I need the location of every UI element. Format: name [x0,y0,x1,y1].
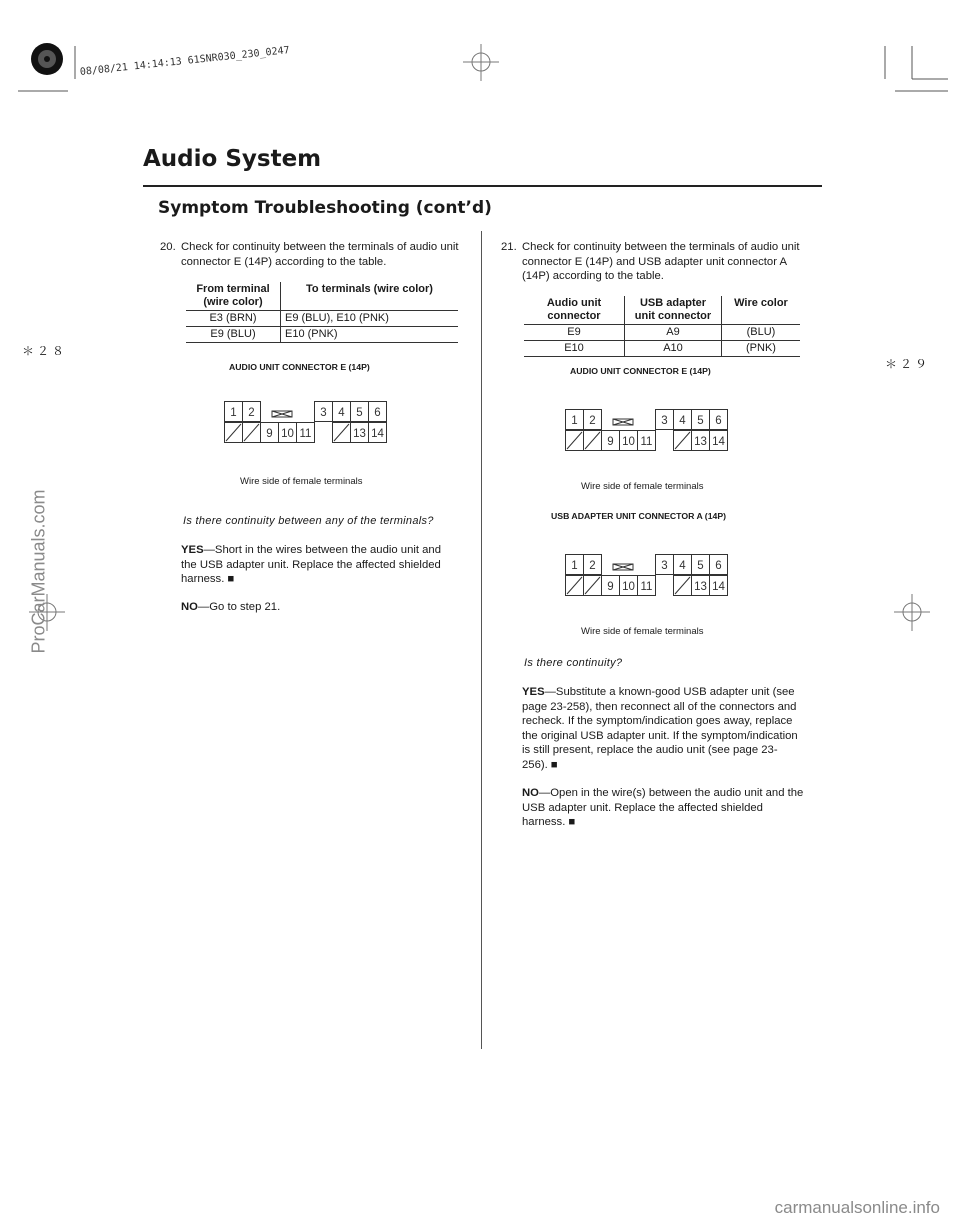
connector-lock-tab [613,564,633,570]
pin-label-t0: 1 [571,415,578,427]
end-square-icon: ■ [227,573,235,585]
table-cell: E3 (BRN) [186,311,281,327]
empty-cavity [675,577,690,594]
step21-no [522,786,804,830]
step21-yes [522,685,804,772]
connector-lock-tab [613,419,633,425]
margin-mark-right: ＊２９ [885,357,931,371]
step21-table [524,296,800,357]
connector-caption: Wire side of female terminals [581,481,704,492]
empty-cavity [244,424,259,441]
empty-cavity [567,577,582,594]
empty-cavity [567,432,582,449]
yes-text: Short in the wires between the audio unit and the USB adapter unit. Replace the affected shielded harness. [181,544,441,585]
step20-number: 20. [160,241,176,253]
pin-label-t0: 1 [230,407,237,419]
table-header: USB adapter unit connector [625,296,722,325]
step20-table [186,282,458,343]
margin-mark-left: ＊２８ [22,344,68,358]
dash: — [203,544,215,556]
connector-diagram [565,409,740,460]
pin-label-b0: 9 [266,428,273,440]
connector-title: USB ADAPTER UNIT CONNECTOR A (14P) [551,511,727,521]
step21-question: Is there continuity? [524,657,623,669]
table-cell: A10 [625,341,722,357]
end-square-icon: ■ [550,758,558,771]
table-cell: E9 [524,325,625,341]
page-title: Audio System [143,146,322,172]
pin-label-t1: 2 [589,415,596,427]
pin-label-b1: 10 [622,581,635,593]
pin-label-t2: 3 [320,407,327,419]
pin-label-t4: 5 [697,415,704,427]
pin-label-t5: 6 [715,415,722,427]
print-stamp: 08/08/21 14:14:13 61SNR030_230_0247 [79,45,291,78]
table-header: To terminals (wire color) [306,283,433,295]
pin-label-t1: 2 [589,560,596,572]
no-label: NO [522,787,539,799]
pin-label-b1: 10 [622,436,635,448]
yes-text: Substitute a known-good USB adapter unit (see page 23-258), then reconnect all of the connectors and recheck. If the symptom/indication goes away, replace the original USB adapter unit. If the symptom/indication is still present, replace the audio unit (see page 23-256). [522,686,798,771]
dash: — [538,787,551,799]
pin-label-t5: 6 [374,407,381,419]
empty-cavity [585,432,600,449]
table-cell: E10 [524,341,625,357]
pin-label-t2: 3 [661,560,668,572]
table-cell: E9 (BLU) [186,327,281,343]
connector-diagram [224,401,399,452]
pin-label-b0: 9 [607,581,614,593]
connector-14p-svg [565,554,740,600]
connector-title: AUDIO UNIT CONNECTOR E (14P) [229,362,370,372]
pin-label-t3: 4 [679,415,686,427]
connector-caption: Wire side of female terminals [240,476,363,487]
title-rule [143,185,822,187]
table-cell: (PNK) [746,342,776,354]
connector-14p-svg [224,401,399,447]
step20-question: Is there continuity between any of the terminals? [183,515,434,527]
pin-label-t0: 1 [571,560,578,572]
pin-label-t4: 5 [697,560,704,572]
pin-label-b4: 14 [371,428,384,440]
pin-label-b2: 11 [640,436,653,448]
pin-label-t4: 5 [356,407,363,419]
table-header: Audio unit connector [524,296,625,325]
step20-text: Check for continuity between the terminals of audio unit connector E (14P) according to the table. [181,241,459,268]
empty-cavity [226,424,241,441]
no-text: Open in the wire(s) between the audio unit and the USB adapter unit. Replace the affected shielded harness. [522,787,804,828]
pin-label-t2: 3 [661,415,668,427]
yes-label: YES [522,686,545,698]
no-text: Go to step 21. [209,601,281,613]
empty-cavity [585,577,600,594]
pin-label-b2: 11 [640,581,653,593]
dash: — [544,686,556,698]
table-cell: E9 (BLU), E10 (PNK) [285,312,389,324]
column-divider [481,231,482,1049]
yes-label: YES [181,544,204,556]
connector-diagram [565,554,740,605]
empty-cavity [334,424,349,441]
connector-caption: Wire side of female terminals [581,626,704,637]
end-square-icon: ■ [568,816,576,828]
footer-watermark: carmanualsonline.info [774,1198,940,1217]
pin-label-b2: 11 [299,428,312,440]
crosshair-right [894,594,930,631]
connector-lock-tab [272,411,292,417]
table-cell: A9 [625,325,722,341]
table-header: Wire color [734,297,788,309]
pin-label-t5: 6 [715,560,722,572]
pin-label-t3: 4 [338,407,345,419]
table-cell: (BLU) [746,326,776,338]
pin-label-t1: 2 [248,407,255,419]
no-label: NO [181,601,198,613]
crosshair-top [463,44,499,81]
connector-14p-svg [565,409,740,455]
side-watermark: ProCarManuals.com [28,489,49,654]
pin-label-b1: 10 [281,428,294,440]
table-cell: E10 (PNK) [285,328,338,340]
section-title: Symptom Troubleshooting (cont’d) [158,198,492,218]
step21-text: Check for continuity between the terminals of audio unit connector E (14P) and USB adapter unit connector A (14P) according to the table. [522,241,800,282]
table-header: From terminal (wire color) [186,282,281,311]
dash: — [197,601,210,613]
pin-label-b3: 13 [694,436,707,448]
pin-label-t3: 4 [679,560,686,572]
pin-label-b3: 13 [353,428,366,440]
pin-label-b3: 13 [694,581,707,593]
step20-no [181,600,453,615]
step21-number: 21. [501,241,517,253]
empty-cavity [675,432,690,449]
pin-label-b4: 14 [712,581,725,593]
connector-title: AUDIO UNIT CONNECTOR E (14P) [570,366,711,376]
pin-label-b4: 14 [712,436,725,448]
pin-label-b0: 9 [607,436,614,448]
step20-yes [181,543,453,587]
